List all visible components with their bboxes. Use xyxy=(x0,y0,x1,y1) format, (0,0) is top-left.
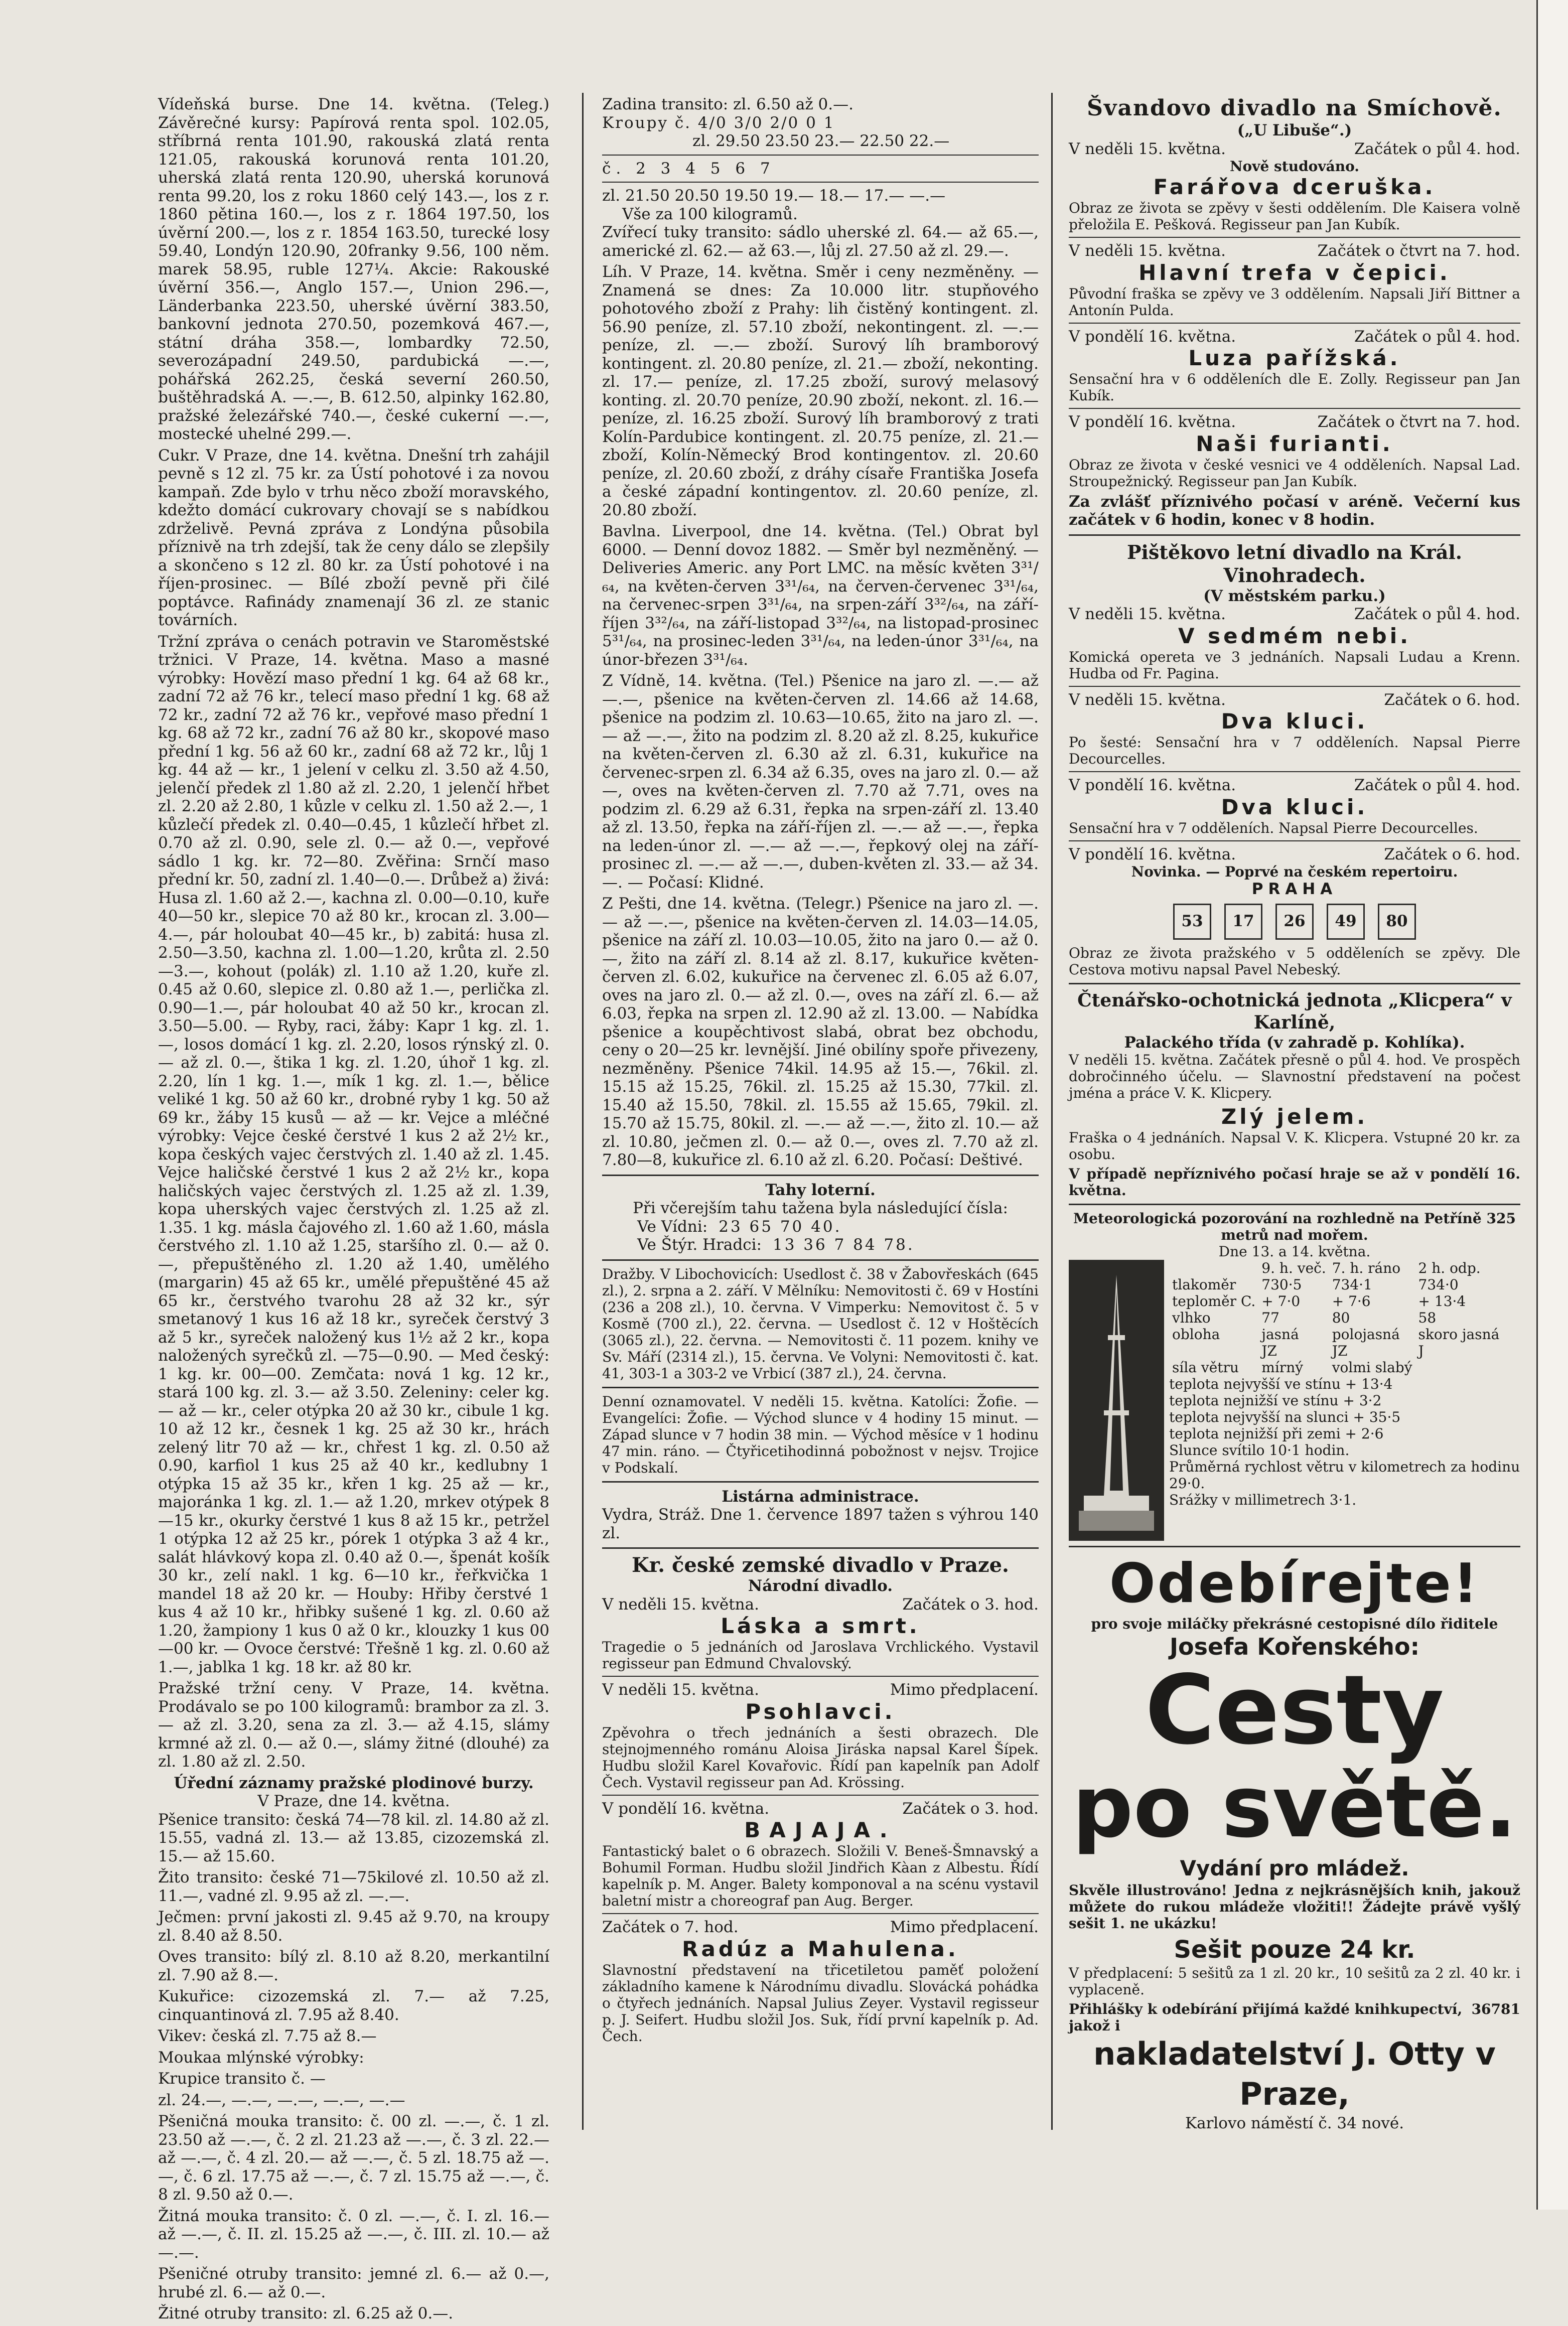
meteo-cell: 734·1 xyxy=(1332,1276,1372,1293)
show-title: Novinka. — Poprvé na českém repertoiru. xyxy=(1131,863,1458,880)
praha-title: PRAHA xyxy=(1251,880,1338,898)
meteo-cell: 80 xyxy=(1332,1310,1350,1326)
show xyxy=(1069,328,1520,404)
show-day: V pondělí 16. května. xyxy=(1069,845,1236,863)
show-time: Mimo předplacení. xyxy=(890,1918,1039,1936)
divider xyxy=(602,1795,1039,1796)
show-title: Psohlavci. xyxy=(745,1699,896,1724)
klicpera-play-desc: Fraška o 4 jednáních. Napsal V. K. Klicpera. Vstupné 20 kr. za osobu. xyxy=(1069,1129,1520,1162)
meteo-extra: Průměrná rychlost větru v kilometrech za hodinu 29·0. xyxy=(1169,1459,1520,1492)
vienna-report: Z Vídně, 14. května. (Tel.) Pšenice na jaro zl. —.— až —.—, pšenice na květen-červen zl. 14.66 až 14.68, pšenice na podzim zl. 10.63—10.65, žito na jaro zl. —.— až —.—, žito na podzim zl. 8.20 až zl. 8.25, kukuřice na květen-červen zl. 6.30 až zl. 6.31, kukuřice na červenec-srpen zl. 6.34 až 6.35, oves na jaro zl. 0.— až —, oves na květen-červen zl. 7.70 až 7.71, oves na podzim zl. 6.29 až 6.31, řepka na srpen-září zl. 13.40 až zl. 13.50, řepka na září-říjen zl. —.— až —.—, řepka na leden-únor zl. —.— až —.—, řepkový olej na září-prosinec zl. —.— až —.—, duben-květen zl. 33.— až 34.—. — Počasí: Klidné. xyxy=(602,672,1039,892)
show-title: Láska a smrt. xyxy=(721,1614,920,1638)
lottery-title: Tahy loterní. xyxy=(765,1181,876,1199)
pistek-subtitle: (V městském parku.) xyxy=(1203,587,1386,605)
meteo-cell: obloha xyxy=(1172,1326,1220,1343)
lottery-wien xyxy=(602,1218,1039,1236)
show xyxy=(602,1800,1039,1910)
meteo-cell: jasná xyxy=(1261,1326,1299,1343)
show-desc: Po šesté: Sensační hra v 7 odděleních. Napsal Pierre Decourcelles. xyxy=(1069,734,1520,767)
show-time: Začátek o půl 4. hod. xyxy=(1354,605,1520,623)
column-middle xyxy=(602,95,1039,2048)
meteo-extra: Slunce svítilo 10·1 hodin. xyxy=(1169,1442,1350,1459)
show-desc: Sensační hra v 7 odděleních. Napsal Pierre Decourcelles. xyxy=(1069,819,1478,836)
divider xyxy=(1069,1546,1520,1547)
show-time: Začátek o 3. hod. xyxy=(902,1799,1039,1818)
meteo-extra: teplota nejvyšší ve stínu + 13·4 xyxy=(1169,1376,1393,1392)
lottery-label: Ve Vídni: xyxy=(637,1217,708,1236)
show-time: Začátek o 6. hod. xyxy=(1384,690,1520,709)
meteo-date: Dne 13. a 14. května. xyxy=(1218,1243,1371,1260)
show-day: V neděli 15. května. xyxy=(1069,690,1226,709)
divider xyxy=(1069,840,1520,841)
meteo-cell xyxy=(1169,1260,1258,1276)
divider xyxy=(602,1481,1039,1483)
show-note: Nově studováno. xyxy=(1229,158,1360,175)
commodity-line: Vikev: česká zl. 7.75 až 8.— xyxy=(158,2027,377,2045)
lottery-label: Ve Štýr. Hradci: xyxy=(637,1236,762,1254)
meteo-table xyxy=(1169,1260,1502,1376)
meteo-cell: 9. h. več. xyxy=(1261,1260,1326,1276)
show-desc: Fantastický balet o 6 obrazech. Složili V. Beneš-Šmnavský a Bohumil Forman. Hudbu složil Jindřich Kàan z Albestu. Řídí kapelník p. M. Anger. Balety komponoval a na scénu vystavil baletní mistr a choreograf pan Aug. Berger. xyxy=(602,1843,1039,1909)
page-edge xyxy=(1536,0,1568,2210)
meteo-cell: JZ xyxy=(1261,1343,1277,1359)
show-time: Začátek o čtvrt na 7. hod. xyxy=(1317,413,1520,431)
show-title: Luza pařížská. xyxy=(1188,346,1401,370)
pest-report: Z Pešti, dne 14. května. (Telegr.) Pšenice na jaro zl. —.— až —.—, pšenice na květen-červen zl. 14.03—14.05, pšenice na září zl. 10.03—10.05, žito na jaro 0.— až 0.—, žito na září zl. 8.14 až zl. 8.17, kukuřice květen-červen zl. 6.02, kukuřice na červenec zl. 6.05 až 6.07, oves na jaro zl. 0.— až zl. 0.—, oves na září zl. 6.— až 6.03, řepka na srpen zl. 12.90 až zl. 13.00. — Nabídka pšenice a koupěchtivost slabá, obrat bez obchodu, ceny o 20—25 kr. levnější. Jiné obilíny spoře přivezeny, nezměněny. Pšenice 74kil. 14.95 až 15.—, 76kil. zl. 15.15 až 15.25, 76kil. zl. 15.25 až 15.30, 77kil. zl. 15.40 až 15.50, 78kil. zl. 15.55 až 15.65, 79kil. zl. 15.70 až 15.75, 80kil. zl. —.— až —.—, žito zl. 10.— až zl. 10.80, ječmen zl. 0.— až 0.—, oves zl. 7.70 až zl. 7.80—8, kukuřice zl. 6.10 až zl. 6.20. Počasí: Deštivé. xyxy=(602,895,1039,1169)
show-title: Hlavní trefa v čepici. xyxy=(1138,260,1451,285)
commodity-line: Oves transito: bílý zl. 8.10 až 8.20, merkantilní zl. 7.90 až 8.—. xyxy=(158,1948,549,1984)
show-title: Farářova dceruška. xyxy=(1153,175,1436,199)
show-day: V neděli 15. května. xyxy=(602,1681,759,1699)
show-day: Začátek o 7. hod. xyxy=(602,1918,739,1936)
praha-number: 53 xyxy=(1173,904,1211,940)
meteo-cell: 730·5 xyxy=(1261,1276,1302,1293)
show xyxy=(602,1681,1039,1791)
meteo-extra: teplota nejvyšší na slunci + 35·5 xyxy=(1169,1409,1401,1425)
divider xyxy=(602,1175,1039,1176)
ad-title-cesty: Cesty xyxy=(1145,1655,1445,1766)
kroupy-head: Kroupy č. 4/0 3/0 2/0 0 1 xyxy=(602,113,835,132)
ad-signup xyxy=(1069,2001,1520,2034)
show xyxy=(602,1595,1039,1672)
prague-prices: Pražské tržní ceny. V Praze, 14. května. Prodávalo se po 100 kilogramů: brambor za zl. 3.— až zl. 3.20, sena za zl. 3.— až 4.15, slámy krmné až zl. 0.— až 0.—, slámy žitné (dlouhé) za zl. 1.80 až zl. 2.50. xyxy=(158,1679,549,1771)
show-day: V neděli 15. května. xyxy=(602,1595,759,1614)
show-desc: Obraz ze života v české vesnici ve 4 odděleních. Napsal Lad. Stroupežnický. Regisseur pan Jan Kubík. xyxy=(1069,456,1520,490)
show-day: V neděli 15. května. xyxy=(1069,242,1226,260)
divider xyxy=(602,1547,1039,1549)
show-time: Začátek o půl 4. hod. xyxy=(1354,776,1520,794)
meteo-cell: polojasná xyxy=(1332,1326,1400,1343)
show xyxy=(1069,691,1520,768)
lottery-numbers: 23 65 70 40. xyxy=(719,1217,842,1236)
smichov-subtitle: („U Libuše“.) xyxy=(1237,121,1352,139)
meteo-cell: + 7·0 xyxy=(1261,1293,1301,1310)
show-title: Radúz a Mahulena. xyxy=(682,1936,959,1961)
show-title: Dva kluci. xyxy=(1221,794,1368,819)
column-right xyxy=(1069,95,1520,2133)
commodity-line: Kukuřice: cizozemská zl. 7.— až 7.25, cinquantinová zl. 7.95 až 8.40. xyxy=(158,1987,549,2024)
meteo-extra: teplota nejnižší ve stínu + 3·2 xyxy=(1169,1392,1382,1409)
klicpera-title: Čtenářsko-ochotnická jednota „Klicpera“ v Karlíně, xyxy=(1077,989,1512,1033)
daily-notice: Denní oznamovatel. V neděli 15. května. Katolíci: Žofie. — Evangelíci: Žofie. — Východ slunce v 4 hodiny 15 minut. — Západ slunce v 7 hodin 38 min. — Východ měsíce v 1 hodinu 47 min. ráno. — Čtyřicetihodinná pobožnost v nejsv. Trojice v Podskalí. xyxy=(602,1393,1039,1476)
arena-note: Za zvlášť příznivého počasí v aréně. Večerní kus začátek v 6 hodin, konec v 8 hodin. xyxy=(1069,492,1520,529)
meteo-cell: tlakoměr xyxy=(1172,1276,1236,1293)
divider xyxy=(602,155,1039,156)
kroupy-note: Vše za 100 kilogramů. xyxy=(622,205,798,223)
show-day: V neděli 15. května. xyxy=(1069,139,1226,158)
theatre-subtitle: Národní divadlo. xyxy=(748,1577,893,1595)
meteo-cell: teploměr C. xyxy=(1172,1293,1256,1310)
theatre-title: Kr. české zemské divadlo v Praze. xyxy=(632,1553,1009,1577)
ad-title-posvete: po světě. xyxy=(1072,1758,1517,1857)
ad-intro: pro svoje miláčky překrásné cestopisné dílo řiditele xyxy=(1091,1616,1498,1632)
divider xyxy=(602,182,1039,183)
show-time: Začátek o 6. hod. xyxy=(1384,845,1520,863)
meteo-cell: 734·0 xyxy=(1418,1276,1459,1293)
ad-subscription: V předplacení: 5 sešitů za 1 zl. 20 kr., 10 sešitů za 2 zl. 40 kr. i vyplaceně. xyxy=(1069,1965,1520,1998)
show-desc: Sensační hra v 6 odděleních dle E. Zolly. Regisseur pan Jan Kubík. xyxy=(1069,371,1520,404)
smichov-title: Švandovo divadlo na Smíchově. xyxy=(1087,95,1502,121)
divider xyxy=(1069,771,1520,772)
column-left xyxy=(158,95,549,2326)
show-time: Začátek o půl 4. hod. xyxy=(1354,327,1520,346)
divider xyxy=(1069,323,1520,324)
meteo-cell: mírný xyxy=(1261,1359,1304,1376)
show xyxy=(1069,413,1520,490)
divider xyxy=(1069,408,1520,409)
commodity-line: Ječmen: první jakosti zl. 9.45 až 9.70, na kroupy zl. 8.40 až 8.50. xyxy=(158,1908,549,1945)
commodity-line: Žito transito: české 71—75kilové zl. 10.50 až zl. 11.—, vadné zl. 9.95 až zl. —.—. xyxy=(158,1868,549,1905)
meteo-cell: 58 xyxy=(1418,1310,1437,1326)
meteo-extra: Srážky v millimetrech 3·1. xyxy=(1169,1492,1357,1508)
praha-number: 26 xyxy=(1275,904,1314,940)
meteo-cell: volmi slabý xyxy=(1332,1359,1412,1376)
klicpera-note: V případě nepříznivého počasí hraje se až v pondělí 16. května. xyxy=(1069,1166,1520,1199)
meteo-cell: síla větru xyxy=(1172,1359,1239,1376)
ad-signup-text: Přihlášky k odebírání přijímá každé knihkupectví, jakož i xyxy=(1069,2001,1463,2034)
commodity-line: Krupice transito č. — xyxy=(158,2070,326,2088)
kroupy-row: zl. 21.50 20.50 19.50 19.— 18.— 17.— —.— xyxy=(602,187,946,205)
commodity-line: Žitné otruby transito: zl. 6.25 až 0.—. xyxy=(158,2304,454,2322)
show-day: V pondělí 16. května. xyxy=(1069,327,1236,346)
sugar-report: Cukr. V Praze, dne 14. května. Dnešní trh zahájil pevně s 12 zl. 75 kr. za Ústí pohotové i za novou kampaň. Zde bylo v trhu něco zboží moravského, kdežto domácí cukrovary chovají se s nabídkou zdrželivě. Pevná zpráva z Londýna působila příznivě na trh zdejší, tak že ceny dálo se zlepšily a skončeno s 12 zl. 80 kr. za Ústí pohotové i na říjen-prosinec. — Bílé zboží pevně při čilé poptávce. Rafinády znamenají 36 zl. ze stanic továrních. xyxy=(158,446,549,629)
spirit-report: Líh. V Praze, 14. května. Směr i ceny nezměněny. — Znamená se dnes: Za 10.000 litr. stupňového pohotového zboží z Prahy: lih čistěný kontingent. zl. 56.90 peníze, zl. 57.10 zboží, nekontingent. zl. —.— peníze, zl. —.— zboží. Surový líh bramborový kontingent. zl. 20.80 peníze, zl. 21.— zboží, nekonting. zl. 17.— peníze, zl. 17.25 zboží, surový melasový konting. zl. 20.70 peníze, 20.90 zboží, nekont. zl. 16.— peníze, zl. 16.25 zboží. Surový líh bramborový z trati Kolín-Pardubice kontingent. zl. 20.75 peníze, zl. 21.— zboží, Kolín-Německý Brod kontingentov. zl. 20.60 peníze, zl. 20.60 zboží, z dráhy císaře Františka Josefa a české západní kontingentov. zl. 20.60 peníze, zl. 20.80 zboží. xyxy=(602,263,1039,519)
meteo-extra: teplota nejnižší při zemi + 2·6 xyxy=(1169,1425,1384,1442)
letters-text: Vydra, Stráž. Dne 1. července 1897 tažen s výhrou 140 zl. xyxy=(602,1506,1039,1542)
show xyxy=(1069,776,1520,836)
market-report: Tržní zpráva o cenách potravin ve Staroměstské tržnici. V Praze, 14. května. Maso a masné výrobky: Hovězí maso přední 1 kg. 64 až 68 kr., zadní 72 až 76 kr., telecí maso přední 1 kg. 68 až 72 kr., zadní 72 až 76 kr., vepřové maso přední 1 kg. 68 až 72 kr., zadní 76 až 80 kr., skopové maso přední 1 kg. 56 až 60 kr., zadní 68 až 72 kr., lůj 1 kg. 44 až — kr., 1 jelení v celku zl. 3.50 až 4.50, jelenčí předek zl 1.80 až zl. 2.20, 1 jelenčí hřbet zl. 2.20 až 2.80, 1 kůzle v celku zl. 1.50 až 2.—, 1 kůzlečí předek zl. 0.40—0.45, 1 kůzlečí hřbet zl. 0.70 až zl. 0.90, sele zl. 0.— až 0.—, vepřové sádlo 1 kg. kr. 72—80. Zvěřina: Srnčí maso přední kr. 50, zadní zl. 1.40—0.—. Drůbež a) živá: Husa zl. 1.60 až 2.—, kachna zl. 0.00—0.10, kuře 40—50 kr., slepice 70 až 80 kr., krocan zl. 3.00—4.—, pár holoubat 40—45 kr., b) zabitá: husa zl. 2.50—3.50, kachna zl. 1.00—1.20, krůta zl. 2.50—3.—, kohout (polák) zl. 1.10 až 1.20, kuře zl. 0.45 až 0.60, slepice zl. 0.80 až 1.—, perlička zl. 0.90—1.—, pár holoubat 40 až 50 kr., krocan zl. 3.50—5.00. — Ryby, raci, žáby: Kapr 1 kg. zl. 1.—, losos domácí 1 kg. zl. 2.20, losos rýnský zl. 0.— až zl. 0.—, štika 1 kg. zl. 1.20, úhoř 1 kg. zl. 2.20, lín 1 kg. 1.—, mík 1 kg. zl. 1.—, bělice veliké 1 kg. 50 až 60 kr., drobné ryby 1 kg. 50 až 69 kr., žáby 15 kusů — až — kr. Vejce a mléčné výrobky: Vejce české čerstvé 1 kus 2 až 2½ kr., kopa českých vajec čerstvých zl. 1.40 až zl. 1.45. Vejce haličské čerstvé 1 kus 2 až 2½ kr., kopa haličských vajec čerstvých zl. 1.25 až zl. 1.39, kopa uherských vajec čerstvých zl. 1.25 až zl. 1.35. 1 kg. másla čajového zl. 1.60 až 1.60, másla čerstvého zl. 1.10 až 1.25, staršího zl. 0.— až 0.—, přepuštěného zl. 1.20 až 1.40, umělého (margarin) 45 až 65 kr., umělé přepuštěné 45 až 65 kr., čerstvého tvarohu 28 až 32 kr., sýr smetanový 1 kus 16 až 18 kr., syreček čerstvý 3 až 5 kr., syreček naložený kus 1½ až 2 kr., kopa naložených syrečků zl. —75—0.90. — Med český: 1 kg. kr. 00—00. Zemčata: nová 1 kg. 12 kr., stará 100 kg. zl. 3.— až 3.50. Zeleniny: celer kg. — až — kr., celer otýpka 20 až 30 kr., cibule 1 kg. 10 až 12 kr., česnek 1 kg. 25 až 30 kr., hrách zelený litr 70 až — kr., chřest 1 kg. zl. 0.50 až 0.90, karfiol 1 kus 25 až 40 kr., kedlubny 1 otýpka 15 až 35 kr., křen 1 kg. 25 až — kr., majoránka 1 kg. zl. 1.— až 1.20, mrkev otýpek 8—15 kr., okurky čerstvé 1 kus 8 až 15 kr., petržel 1 otýpka 12 až 25 kr., pórek 1 otýpka 3 až 4 kr., salát hlávkový kopa zl. 0.40 až 0.—, špenát košík 30 kr., zelí nakl. 1 kg. 6—10 kr., řeřkvička 1 mandel 18 až 20 kr. — Houby: Hřiby čerstvé 1 kus 4 až 10 kr., hřibky sušené 1 kg. zl. 0.60 až 1.20, žampiony 1 kus 0 až 0 kr., klouzky 1 kus 00—00 kr. — Ovoce čerstvé: Třešně 1 kg. zl. 0.60 až 1.—, jablka 1 kg. 18 kr. až 80 kr. xyxy=(158,632,549,1676)
praha-number: 17 xyxy=(1224,904,1262,940)
klicpera-play: Zlý jelem. xyxy=(1221,1104,1368,1129)
show-time: Začátek o 3. hod. xyxy=(902,1595,1039,1614)
show-time: Začátek o čtvrt na 7. hod. xyxy=(1317,242,1520,260)
lottery-intro: Při včerejším tahu tažena byla následující čísla: xyxy=(633,1199,1008,1217)
divider xyxy=(602,1259,1039,1261)
show-day: V pondělí 16. května. xyxy=(1069,413,1236,431)
show-title: V sedmém nebi. xyxy=(1178,623,1411,648)
praha-desc: Obraz ze života pražského v 5 odděleních se zpěvy. Dle Cestova motivu napsal Pavel Nebeský. xyxy=(1069,944,1520,978)
meteo-cell xyxy=(1415,1359,1503,1376)
show xyxy=(1069,605,1520,682)
petrin-tower-icon xyxy=(1069,1260,1164,1541)
lottery-graz xyxy=(602,1236,1039,1254)
show-day: V pondělí 16. května. xyxy=(602,1799,770,1818)
commodity-title: Úřední záznamy pražské plodinové burzy. xyxy=(174,1774,534,1792)
show-day: V pondělí 16. května. xyxy=(1069,776,1236,794)
show-time: Začátek o půl 4. hod. xyxy=(1354,139,1520,158)
meteo-cell: vlhko xyxy=(1172,1310,1211,1326)
show-desc: Zpěvohra o třech jednáních a šesti obrazech. Dle stejnojmenného románu Aloisa Jiráska napsal Karel Šípek. Hudbu složil Karel Kovařovic. Řídí pan kapelník pan Adolf Čech. Vystavil regisseur pan Ad. Krössing. xyxy=(602,1724,1039,1791)
meteo-cell: JZ xyxy=(1332,1343,1348,1359)
ad-price: Sešit pouze 24 kr. xyxy=(1174,1936,1415,1964)
divider xyxy=(602,1913,1039,1914)
divider xyxy=(602,1387,1039,1388)
meteo-cell xyxy=(1169,1343,1258,1359)
praha-number: 80 xyxy=(1378,904,1416,940)
praha-numbers xyxy=(1069,904,1520,940)
divider xyxy=(1069,983,1520,984)
letters-title: Listárna administrace. xyxy=(722,1487,919,1506)
show-desc: Obraz ze života se zpěvy v šesti oddělením. Dle Kaisera volně přeložila E. Pešková. Regisseur pan Jan Kubík. xyxy=(1069,200,1520,233)
show-desc: Komická opereta ve 3 jednáních. Napsali Ludau a Krenn. Hudba od Fr. Pagina. xyxy=(1069,648,1520,682)
auctions: Dražby. V Libochovicích: Usedlost č. 38 v Žabovřeskách (645 zl.), 2. srpna a 2. září. V Mělníku: Nemovitosti č. 69 v Hostíni (236 a 208 zl.), 10. června. V Vimperku: Nemovitost č. 5 v Kosmě (700 zl.), 22. června. — Usedlost č. 12 v Hoštěcích (3065 zl.), 22. června. — Nemovitosti č. 11 pozem. knihy ve Sv. Máří (2314 zl.), 15. června. Ve Volyni: Nemovitosti č. kat. 41, 303-1 a 303-2 ve Vrbicí (387 zl.), 24. června. xyxy=(602,1265,1039,1382)
klicpera-text: V neděli 15. května. Začátek přesně o půl 4. hod. Ve prospěch dobročinného účelu. — Slavnostní představení na počest jména a práce V. K. Klicpery. xyxy=(1069,1052,1520,1101)
meteo-title: Meteorologická pozorování na rozhledně na Petříně 325 metrů nad mořem. xyxy=(1073,1210,1516,1243)
cotton-report: Bavlna. Liverpool, dne 14. května. (Tel.) Obrat byl 6000. — Denní dovoz 1882. — Směr byl nezměněný. — Deliveries Americ. any Port LMC. na měsíc květen 3³¹/₆₄, na květen-červen 3³¹/₆₄, na červen-červenec 3³¹/₆₄, na červenec-srpen 3³¹/₆₄, na srpen-září 3³²/₆₄, na září-říjen 3³²/₆₄, na září-listopad 3³²/₆₄, na listopad-prosinec 5³¹/₆₄, na prosinec-leden 3³¹/₆₄, na leden-únor 3³¹/₆₄, na únor-březen 3³¹/₆₄. xyxy=(602,522,1039,669)
ad-headline: Odebírejte! xyxy=(1109,1552,1480,1615)
show-day: V neděli 15. května. xyxy=(1069,605,1226,623)
show xyxy=(602,1918,1039,2045)
show xyxy=(1069,242,1520,319)
ad-edition: Vydání pro mládež. xyxy=(1180,1856,1409,1880)
divider xyxy=(602,1676,1039,1677)
show-desc: Původní fraška se zpěvy ve 3 oddělením. Napsali Jiří Bittner a Antonín Pulda. xyxy=(1069,285,1520,319)
show-title: Dva kluci. xyxy=(1221,709,1368,734)
commodity-line: Pšenice transito: česká 74—78 kil. zl. 14.80 až zl. 15.55, vadná zl. 13.— až 13.85, cizozemská zl. 15.— až 15.60. xyxy=(158,1810,549,1865)
meteo-cell: 2 h. odp. xyxy=(1418,1260,1481,1276)
show xyxy=(1069,845,1520,881)
kroupy-row: zl. 29.50 23.50 23.— 22.50 22.— xyxy=(692,132,950,150)
pistek-title: Pištěkovo letní divadlo na Král. Vinohradech. xyxy=(1126,540,1463,587)
show-desc: Tragedie o 5 jednáních od Jaroslava Vrchlického. Vystavil regisseur pan Edmund Chvalovský. xyxy=(602,1639,1039,1672)
ad-author: Josefa Kořenského: xyxy=(1169,1633,1420,1660)
commodity-line: zl. 24.—, —.—, —.—, —.—, —.— xyxy=(158,2091,405,2109)
ad-publisher: nakladatelství J. Otty v Praze, xyxy=(1093,2036,1496,2112)
commodity-date: V Praze, dne 14. května. xyxy=(257,1792,450,1810)
meteo-cell: 7. h. ráno xyxy=(1332,1260,1401,1276)
show-title: Naši furianti. xyxy=(1196,431,1393,456)
show-title: BAJAJA. xyxy=(744,1818,897,1842)
column-rule xyxy=(582,93,584,2130)
commodity-line: Pšeničné otruby transito: jemné zl. 6.— až 0.—, hrubé zl. 6.— až 0.—. xyxy=(158,2265,549,2301)
fats-report: Zvířecí tuky transito: sádlo uherské zl. 64.— až 65.—, americké zl. 62.— až 63.—, lůj zl. 27.50 až zl. 29.—. xyxy=(602,223,1039,260)
kroupy-head: č. 2 3 4 5 6 7 xyxy=(602,159,775,178)
ad-text: Skvěle illustrováno! Jedna z nejkrásnějších knih, jakouž můžete do rukou mládeže vložiti!! Žádejte právě vyšlý sešit 1. ne ukázku! xyxy=(1069,1882,1520,1932)
meteo-cell: + 13·4 xyxy=(1418,1293,1466,1310)
vienna-bourse: Vídeňská burse. Dne 14. května. (Teleg.) Závěrečné kursy: Papírová renta spol. 102.05, stříbrná renta 101.90, rakouská zlatá renta 121.05, rakouská korunová renta 101.20, uherská zlatá renta 120.90, uherská korunová renta 99.20, los z roku 1860 celý 143.—, los z r. 1860 pětina 160.—, los z r. 1864 197.50, los úvěrní 200.—, los z r. 1854 163.50, turecké losy 59.40, Londýn 120.90, 20franky 9.56, 100 něm. marek 58.95, ruble 127¼. Akcie: Rakouské úvěrní 356.—, Anglo 157.—, Union 296.—, Länderbanka 223.50, uherské úvěrní 383.50, bankovní jednota 270.50, pozemková 467.—, státní dráha 358.—, lombardky 72.50, severozápadní 249.50, pardubická —.—, pohářská 262.25, česká severní 260.50, buštěhradská A. —.—, B. 612.50, alpinky 162.80, pražské železářské 740.—, české cukerní —.—, mostecké uhelné 299.—. xyxy=(158,95,549,443)
divider xyxy=(1069,686,1520,687)
zadina: Zadina transito: zl. 6.50 až 0.—. xyxy=(602,95,853,113)
show-time: Mimo předplacení. xyxy=(890,1681,1039,1699)
meteo-cell: 77 xyxy=(1261,1310,1279,1326)
meteo-cell: skoro jasná xyxy=(1418,1326,1500,1343)
commodity-line: Pšeničná mouka transito: č. 00 zl. —.—, č. 1 zl. 23.50 až —.—, č. 2 zl. 21.23 až —.—, č. 3 zl. 22.— až —.—, č. 4 zl. 20.— až —.—, č. 5 zl. 18.75 až —.—, č. 6 zl. 17.75 až —.—, č. 7 zl. 15.75 až —.—, č. 8 zl. 9.50 až 0.—. xyxy=(158,2112,549,2204)
divider xyxy=(1069,1204,1520,1205)
tower-illustration xyxy=(1069,1260,1164,1541)
klicpera-subtitle: Palackého třída (v zahradě p. Kohlíka). xyxy=(1124,1033,1465,1052)
meteo-cell: J xyxy=(1418,1343,1424,1359)
ad-code: 36781 xyxy=(1471,2001,1520,2017)
ad-address: Karlovo náměstí č. 34 nové. xyxy=(1185,2114,1404,2132)
column-rule xyxy=(1051,93,1053,2130)
meteo-cell: + 7·6 xyxy=(1332,1293,1371,1310)
commodity-line: Moukaa mlýnské výrobky: xyxy=(158,2048,364,2067)
show-desc: Slavnostní představení na třicetiletou paměť položení základního kamene k Národnímu divadlu. Slovácká pohádka o čtyřech jednáních. Napsal Julius Zeyer. Vystavil regisseur p. J. Seifert. Hudbu složil Jos. Suk, řídí první kapelník p. Ad. Čech. xyxy=(602,1961,1039,2045)
meteo-block xyxy=(1069,1260,1520,1541)
commodity-line: Žitná mouka transito: č. 0 zl. —.—, č. I. zl. 16.— až —.—, č. II. zl. 15.25 až —.—, č. III. zl. 10.— až —.—. xyxy=(158,2207,549,2262)
praha-number: 49 xyxy=(1327,904,1365,940)
show xyxy=(1069,140,1520,233)
divider xyxy=(1069,534,1520,536)
divider xyxy=(1069,237,1520,238)
lottery-numbers: 13 36 7 84 78. xyxy=(772,1236,915,1254)
